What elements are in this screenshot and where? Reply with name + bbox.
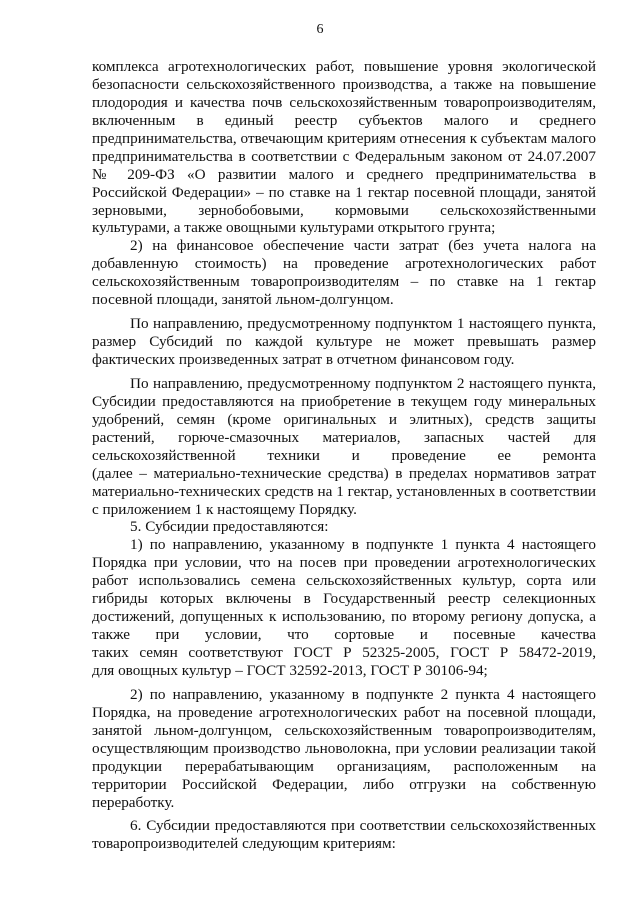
text-line: № 209-ФЗ «О развитии малого и среднего предпринимательства в: [92, 165, 596, 183]
text-line: добавленную стоимость) на проведение агротехнологических работ: [92, 255, 596, 273]
text-line: 6. Субсидии предоставляются при соответствии сельскохозяйственных: [130, 817, 596, 835]
text-line: По направлению, предусмотренному подпунктом 2 настоящего пункта,: [130, 374, 596, 392]
text-line: 5. Субсидии предоставляются:: [130, 518, 329, 536]
text-line: По направлению, предусмотренному подпунктом 1 настоящего пункта,: [130, 315, 596, 333]
text-line: 2) на финансовое обеспечение части затрат (без учета налога на: [130, 237, 596, 255]
text-line: сельскохозяйственной техники и проведение ее ремонта: [92, 446, 596, 464]
text-line: материально-технических средств на 1 гектар, установленных в соответствии: [92, 482, 596, 500]
text-line: культурами, а также овощными культурами открытого грунта;: [92, 219, 496, 237]
text-line: включенным в единый реестр субъектов малого и среднего: [92, 111, 596, 129]
text-line: 1) по направлению, указанному в подпункте 1 пункта 4 настоящего: [130, 536, 596, 554]
text-line: плодородия и качества почв сельскохозяйственным товаропроизводителям,: [92, 93, 596, 111]
text-line: Субсидии предоставляются на приобретение в текущем году минеральных: [92, 392, 596, 410]
text-line: предпринимательства в соответствии с Федеральным законом от 24.07.2007: [92, 147, 596, 165]
text-line: также при условии, что сортовые и посевные качества: [92, 626, 596, 644]
text-line: товаропроизводителей следующим критериям:: [92, 835, 396, 853]
text-line: таких семян соответствуют ГОСТ Р 52325-2005, ГОСТ Р 58472-2019,: [92, 644, 596, 661]
text-line: зерновыми, зернобобовыми, кормовыми сельскохозяйственными: [92, 201, 596, 219]
text-line: (далее – материально-технические средства) в пределах нормативов затрат: [92, 464, 596, 482]
text-line: осуществляющим производство льноволокна, при условии реализации такой: [92, 739, 596, 757]
text-line: размер Субсидий по каждой культуре не может превышать размер: [92, 333, 596, 351]
text-line: занятой льном-долгунцом, сельскохозяйственным товаропроизводителям,: [92, 721, 596, 739]
text-line: безопасности сельскохозяйственного производства, а также на повышение: [92, 75, 596, 93]
text-line: для овощных культур – ГОСТ 32592-2013, ГОСТ Р 30106-94;: [92, 661, 488, 679]
text-line: предпринимательства, отвечающим критериям отнесения к субъектам малого: [92, 129, 596, 147]
text-line: Порядка, на проведение агротехнологических работ на посевной площади,: [92, 703, 596, 721]
text-line: продукции перерабатывающим организациям, расположенным на: [92, 757, 596, 775]
text-line: территории Российской Федерации, либо отгрузки на собственную: [92, 775, 596, 793]
document-body: [92, 58, 596, 853]
text-line: 2) по направлению, указанному в подпункте 2 пункта 4 настоящего: [130, 685, 596, 703]
text-line: Порядка при условии, что на посев при проведении агротехнологических: [92, 554, 596, 572]
text-line: работ использовались семена сельскохозяйственных культур, сорта или: [92, 572, 596, 590]
text-line: переработку.: [92, 793, 175, 811]
text-line: гибриды которых включены в Государственный реестр селекционных: [92, 590, 596, 608]
text-line: с приложением 1 к настоящему Порядку.: [92, 500, 357, 518]
text-line: Российской Федерации» – по ставке на 1 гектар посевной площади, занятой: [92, 183, 596, 201]
text-line: комплекса агротехнологических работ, повышение уровня экологической: [92, 58, 596, 75]
text-line: посевной площади, занятой льном-долгунцом.: [92, 291, 394, 309]
text-line: сельскохозяйственным товаропроизводителям – по ставке на 1 гектар: [92, 273, 596, 291]
text-line: растений, горюче-смазочных материалов, запасных частей для: [92, 428, 596, 446]
text-line: достижений, допущенных к использованию, по второму региону допуска, а: [92, 608, 596, 626]
page-number: 6: [316, 22, 324, 37]
text-line: удобрений, семян (кроме оригинальных и элитных), средств защиты: [92, 410, 596, 428]
text-line: фактических произведенных затрат в отчетном финансовом году.: [92, 351, 515, 368]
